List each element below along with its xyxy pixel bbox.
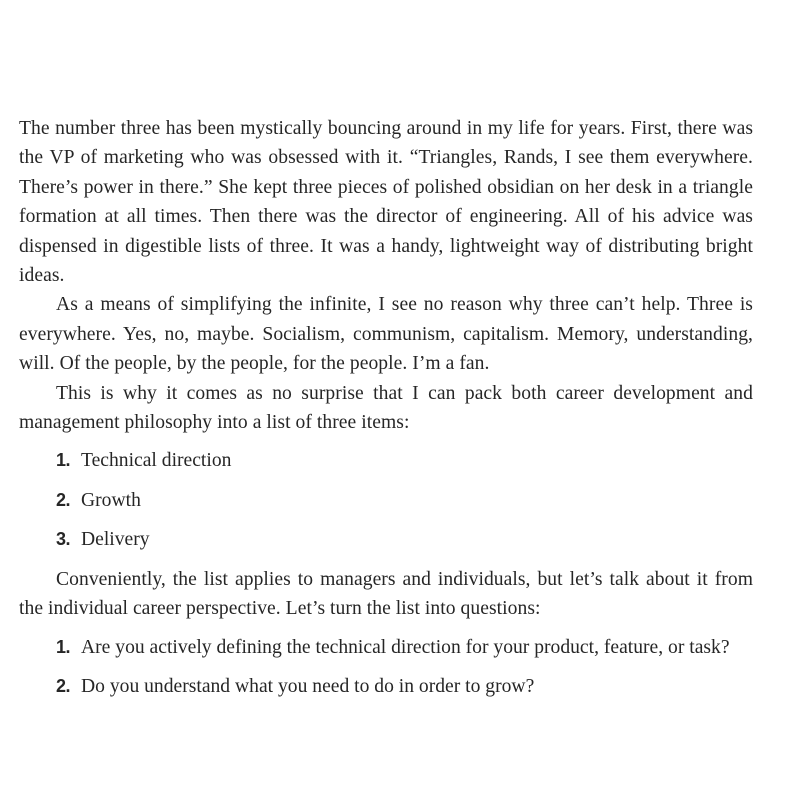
list-number: 2. (56, 675, 71, 696)
three-items-list (19, 446, 753, 554)
list-number: 3. (56, 529, 71, 550)
list-number: 1. (56, 636, 71, 657)
paragraph-intro: The number three has been mystically bouncing around in my life for years. First, there was the VP of marketing who was obsessed with it. “Triangles, Rands, I see them everywhere. There’s power in there.” She kept three pieces of polished obsidian on her desk in a triangle formation at all times. Then there was the director of engineering. All of his advice was dispensed in digestible lists of three. It was a handy, lightweight way of distributing bright ideas. (19, 118, 753, 287)
list-item-text: Do you understand what you need to do in order to grow? (81, 675, 535, 697)
list-item-text: Technical direction (81, 450, 232, 472)
document-page (19, 114, 753, 711)
list-item (19, 446, 753, 475)
list-item-text: Delivery (81, 529, 150, 551)
list-item-text: Growth (81, 489, 141, 511)
list-item-text: Are you actively defining the technical direction for your product, feature, or task? (81, 636, 730, 658)
paragraph-simplifying: As a means of simplifying the infinite, I see no reason why three can’t help. Three is everywhere. Yes, no, maybe. Socialism, communism, capitalism. Memory, understanding, will. Of the people, by the people, for the people. I’m a fan. (19, 294, 753, 375)
list-item (19, 486, 753, 515)
list-number: 1. (56, 450, 71, 471)
list-item (19, 525, 753, 554)
paragraph-list-lead: This is why it comes as no surprise that I can pack both career development and management philosophy into a list of three items: (19, 382, 753, 434)
paragraph-questions-lead: Conveniently, the list applies to managers and individuals, but let’s talk about it from the individual career perspective. Let’s turn the list into questions: (19, 568, 753, 620)
list-item (19, 633, 753, 662)
list-item (19, 672, 753, 701)
questions-list (19, 633, 753, 702)
list-number: 2. (56, 489, 71, 510)
